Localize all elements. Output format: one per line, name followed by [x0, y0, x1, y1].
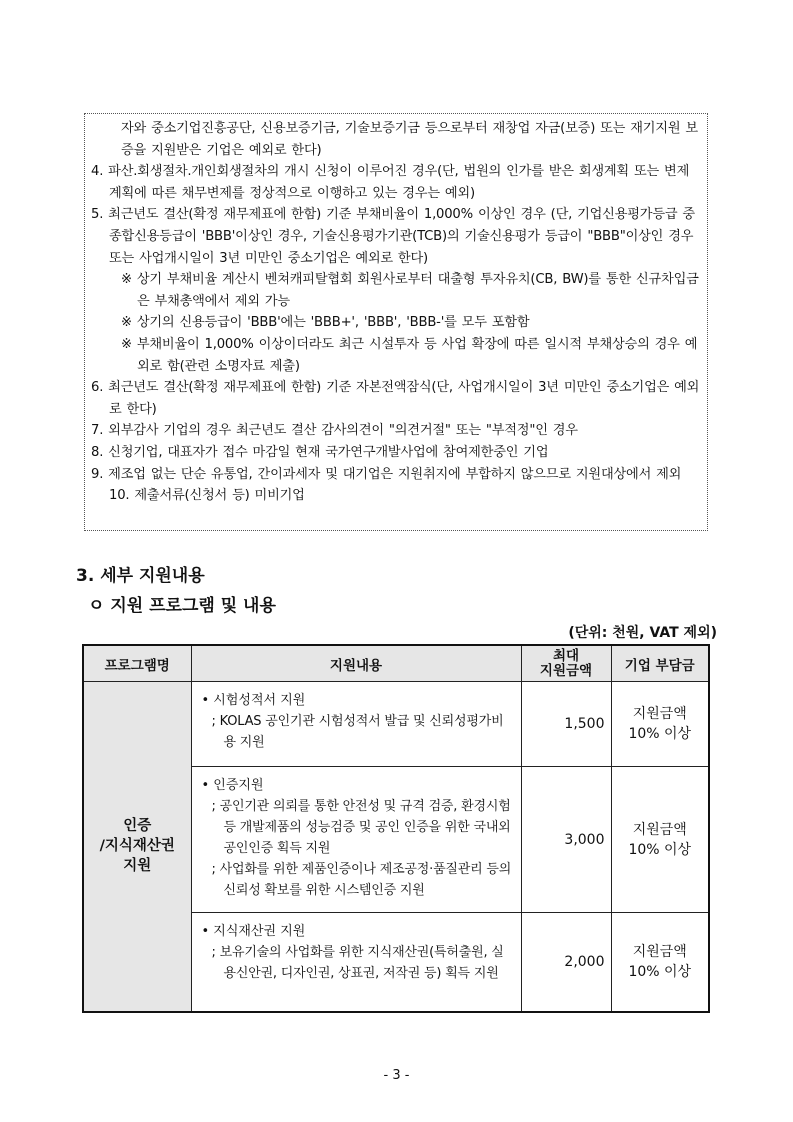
- eligibility-exclusion-box: [84, 113, 708, 531]
- header-max-line1: 최대: [552, 647, 580, 664]
- table-header-row: [83, 645, 709, 682]
- amount-cell: 1,500: [521, 682, 611, 767]
- share-cell: [611, 682, 709, 767]
- exclusion-item-9: 9. 제조업 없는 단순 유통업, 간이과세자 및 대기업은 지원취지에 부합하지 않으므로 지원대상에서 제외: [91, 466, 682, 482]
- share-line: 지원금액: [632, 943, 687, 960]
- section-subtitle: ㅇ 지원 프로그램 및 내용: [88, 596, 276, 616]
- row-detail: ; KOLAS 공인기관 시험성적서 발급 및 신뢰성평가비용 지원: [211, 714, 504, 750]
- share-line: 10% 이상: [628, 841, 692, 858]
- share-line: 10% 이상: [628, 726, 692, 742]
- exclusion-item-10: 10. 제출서류(신청서 등) 미비기업: [109, 488, 305, 504]
- exclusion-item-8: 8. 신청기업, 대표자가 접수 마감일 현재 국가연구개발사업에 참여제한중인 기업: [91, 444, 549, 460]
- exclusion-note-2: ※ 상기의 신용등급이 'BBB'에는 'BBB+', 'BBB', 'BBB-'를 모두 포함함: [121, 315, 530, 331]
- category-line: 인증: [123, 818, 152, 835]
- share-cell: [611, 913, 709, 1012]
- section-title: 3. 세부 지원내용: [76, 566, 205, 586]
- share-line: 지원금액: [632, 706, 687, 722]
- exclusion-item-4: 4. 파산.회생절차.개인회생절차의 개시 신청이 이루어진 경우(단, 법원의 인가를 받은 회생계획 또는 변제계획에 따른 채무변제를 정상적으로 이행하고 있는 경우는 예외): [91, 164, 690, 201]
- amount-cell: 2,000: [521, 913, 611, 1012]
- row-detail: ; 보유기술의 사업화를 위한 지식재산권(특허출원, 실용신안권, 디자인권, 상표권, 저작권 등) 획득 지원: [211, 945, 504, 981]
- amount-cell: 3,000: [521, 767, 611, 913]
- exclusion-note-3: ※ 부채비율이 1,000% 이상이더라도 최근 시설투자 등 사업 확장에 따른 일시적 부채상승의 경우 예외로 함(관련 소명자료 제출): [121, 336, 698, 374]
- row-heading: • 인증지원: [201, 778, 264, 793]
- category-line: /지식재산권: [99, 838, 175, 855]
- share-line: 10% 이상: [628, 963, 692, 980]
- header-company-share: 기업 부담금: [611, 645, 709, 682]
- header-content: 지원내용: [191, 645, 521, 682]
- row-heading: • 지식재산권 지원: [201, 924, 306, 939]
- exclusion-continuation: 자와 중소기업진흥공단, 신용보증기금, 기술보증기금 등으로부터 재창업 자금(보증) 또는 재기지원 보증을 지원받은 기업은 예외로 한다): [121, 121, 698, 158]
- header-max-amount: [521, 645, 611, 682]
- row-heading: • 시험성적서 지원: [201, 693, 306, 708]
- content-cell: [191, 682, 521, 767]
- category-line: 지원: [123, 858, 152, 875]
- page-number: - 3 -: [383, 1068, 410, 1083]
- header-program: 프로그램명: [83, 645, 191, 682]
- header-max-line2: 지원금액: [539, 662, 593, 679]
- exclusion-item-6: 6. 최근년도 결산(확정 재무제표에 한함) 기준 자본전액잠식(단, 사업개시일이 3년 미만인 중소기업은 예외로 한다): [91, 380, 700, 417]
- exclusion-item-7: 7. 외부감사 기업의 경우 최근년도 결산 감사의견이 "의견거절" 또는 "부적정"인 경우: [91, 423, 578, 439]
- row-detail: ; 사업화를 위한 제품인증이나 제조공정·품질관리 등의 신뢰성 확보를 위한 시스템인증 지원: [211, 862, 512, 898]
- table-row: [83, 682, 709, 767]
- support-program-table: [82, 644, 710, 1013]
- share-cell: [611, 767, 709, 913]
- category-cell: [83, 682, 191, 1012]
- share-line: 지원금액: [632, 821, 687, 838]
- unit-note: (단위: 천원, VAT 제외): [568, 625, 717, 641]
- row-detail: ; 공인기관 의뢰를 통한 안전성 및 규격 검증, 환경시험 등 개발제품의 성능검증 및 공인 인증을 위한 국내외 공인인증 획득 지원: [211, 799, 511, 856]
- content-cell: [191, 913, 521, 1012]
- exclusion-item-5: 5. 최근년도 결산(확정 재무제표에 한함) 기준 부채비율이 1,000% 이상인 경우 (단, 기업신용평가등급 중 종합신용등급이 'BBB'이상인 경우, 기술신용평가기관(TCB)의 기술신용평가 등급이 "BBB"이상인 경우 또는 사업개시일이 3년 미만인 중소기업은 예외로 한다): [91, 207, 695, 266]
- content-cell: [191, 767, 521, 913]
- exclusion-note-1: ※ 상기 부채비율 계산시 벤쳐캐피탈협회 회원사로부터 대출형 투자유치(CB, BW)를 통한 신규차입금은 부채총액에서 제외 가능: [121, 272, 699, 309]
